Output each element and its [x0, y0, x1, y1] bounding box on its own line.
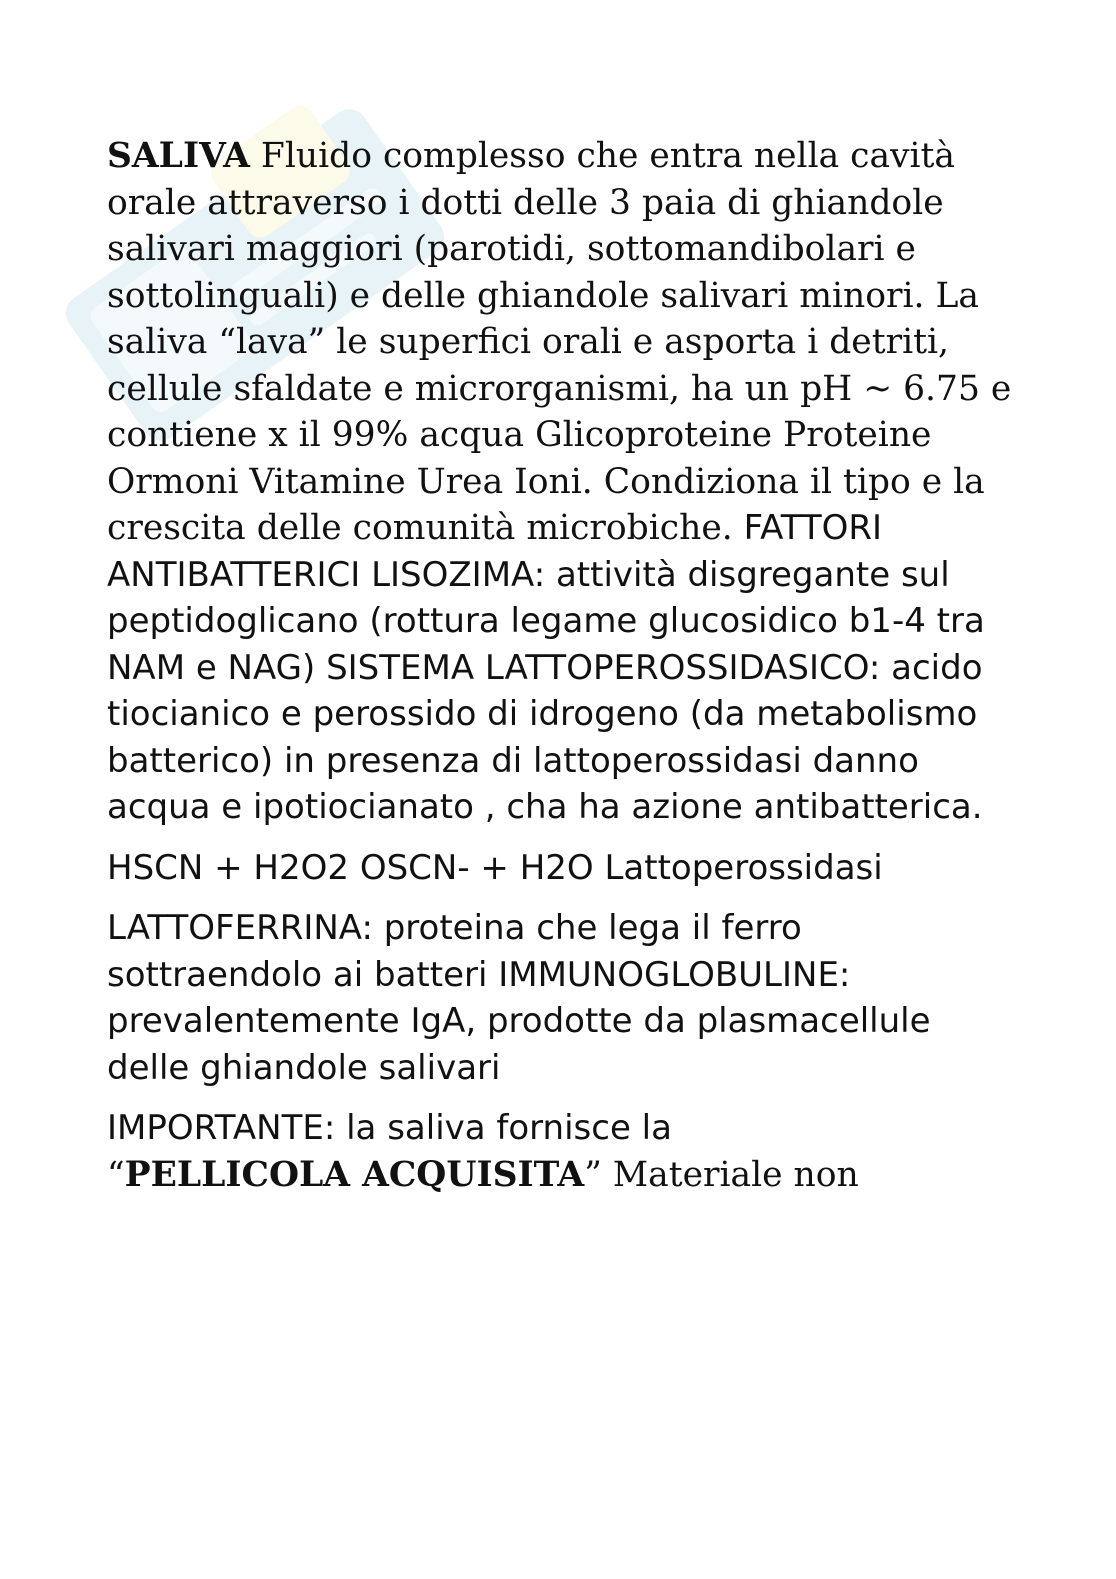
antibacterial-factors: FATTORI ANTIBATTERICI LISOZIMA: attività disgregante sul peptidoglicano (rottura legame glucosidico b1-4 tra NAM e NAG) SISTEMA LATTOPEROSSIDASICO: acido tiocianico e perossido di idrogeno (da metabolismo batterico) in presenza di lattoperossidasi danno acqua e ipotiocianato , cha ha azione antibatterica. [107, 508, 985, 827]
quote-close: ” [584, 1154, 602, 1195]
paragraph-lactoferrin: LATTOFERRINA: proteina che lega il ferro sottraendolo ai batteri IMMUNOGLOBULINE: prevalentemente IgA, prodotte da plasmacellule delle ghiandole salivari [107, 908, 931, 1088]
document-body [107, 133, 1017, 1198]
reaction-equation: HSCN + H2O2 OSCN- + H2O Lattoperossidasi [107, 847, 883, 888]
saliva-description: Fluido complesso che entra nella cavità orale attraverso i dotti delle 3 paia di ghiandole salivari maggiori (parotidi, sottomandibolari e sottolinguali) e delle ghiandole salivari minori. La saliva “lava” le superfici orali e asporta i detriti, cellule sfaldate e microrganismi, ha un pH ~ 6.75 e contiene x il 99% acqua Glicoproteine Proteine Ormoni Vitamine Urea Ioni. Condiziona il tipo e la crescita delle comunità microbiche. [107, 136, 1012, 548]
paragraph-saliva [107, 133, 1017, 831]
pellicola-acquisita: PELLICOLA ACQUISITA [124, 1154, 585, 1195]
quote-open: “ [107, 1154, 125, 1195]
heading-saliva: SALIVA [107, 136, 250, 176]
important-lead: IMPORTANTE: la saliva fornisce la [107, 1108, 672, 1148]
important-tail: Materiale non [601, 1154, 859, 1195]
paragraph-important [107, 1105, 1017, 1198]
